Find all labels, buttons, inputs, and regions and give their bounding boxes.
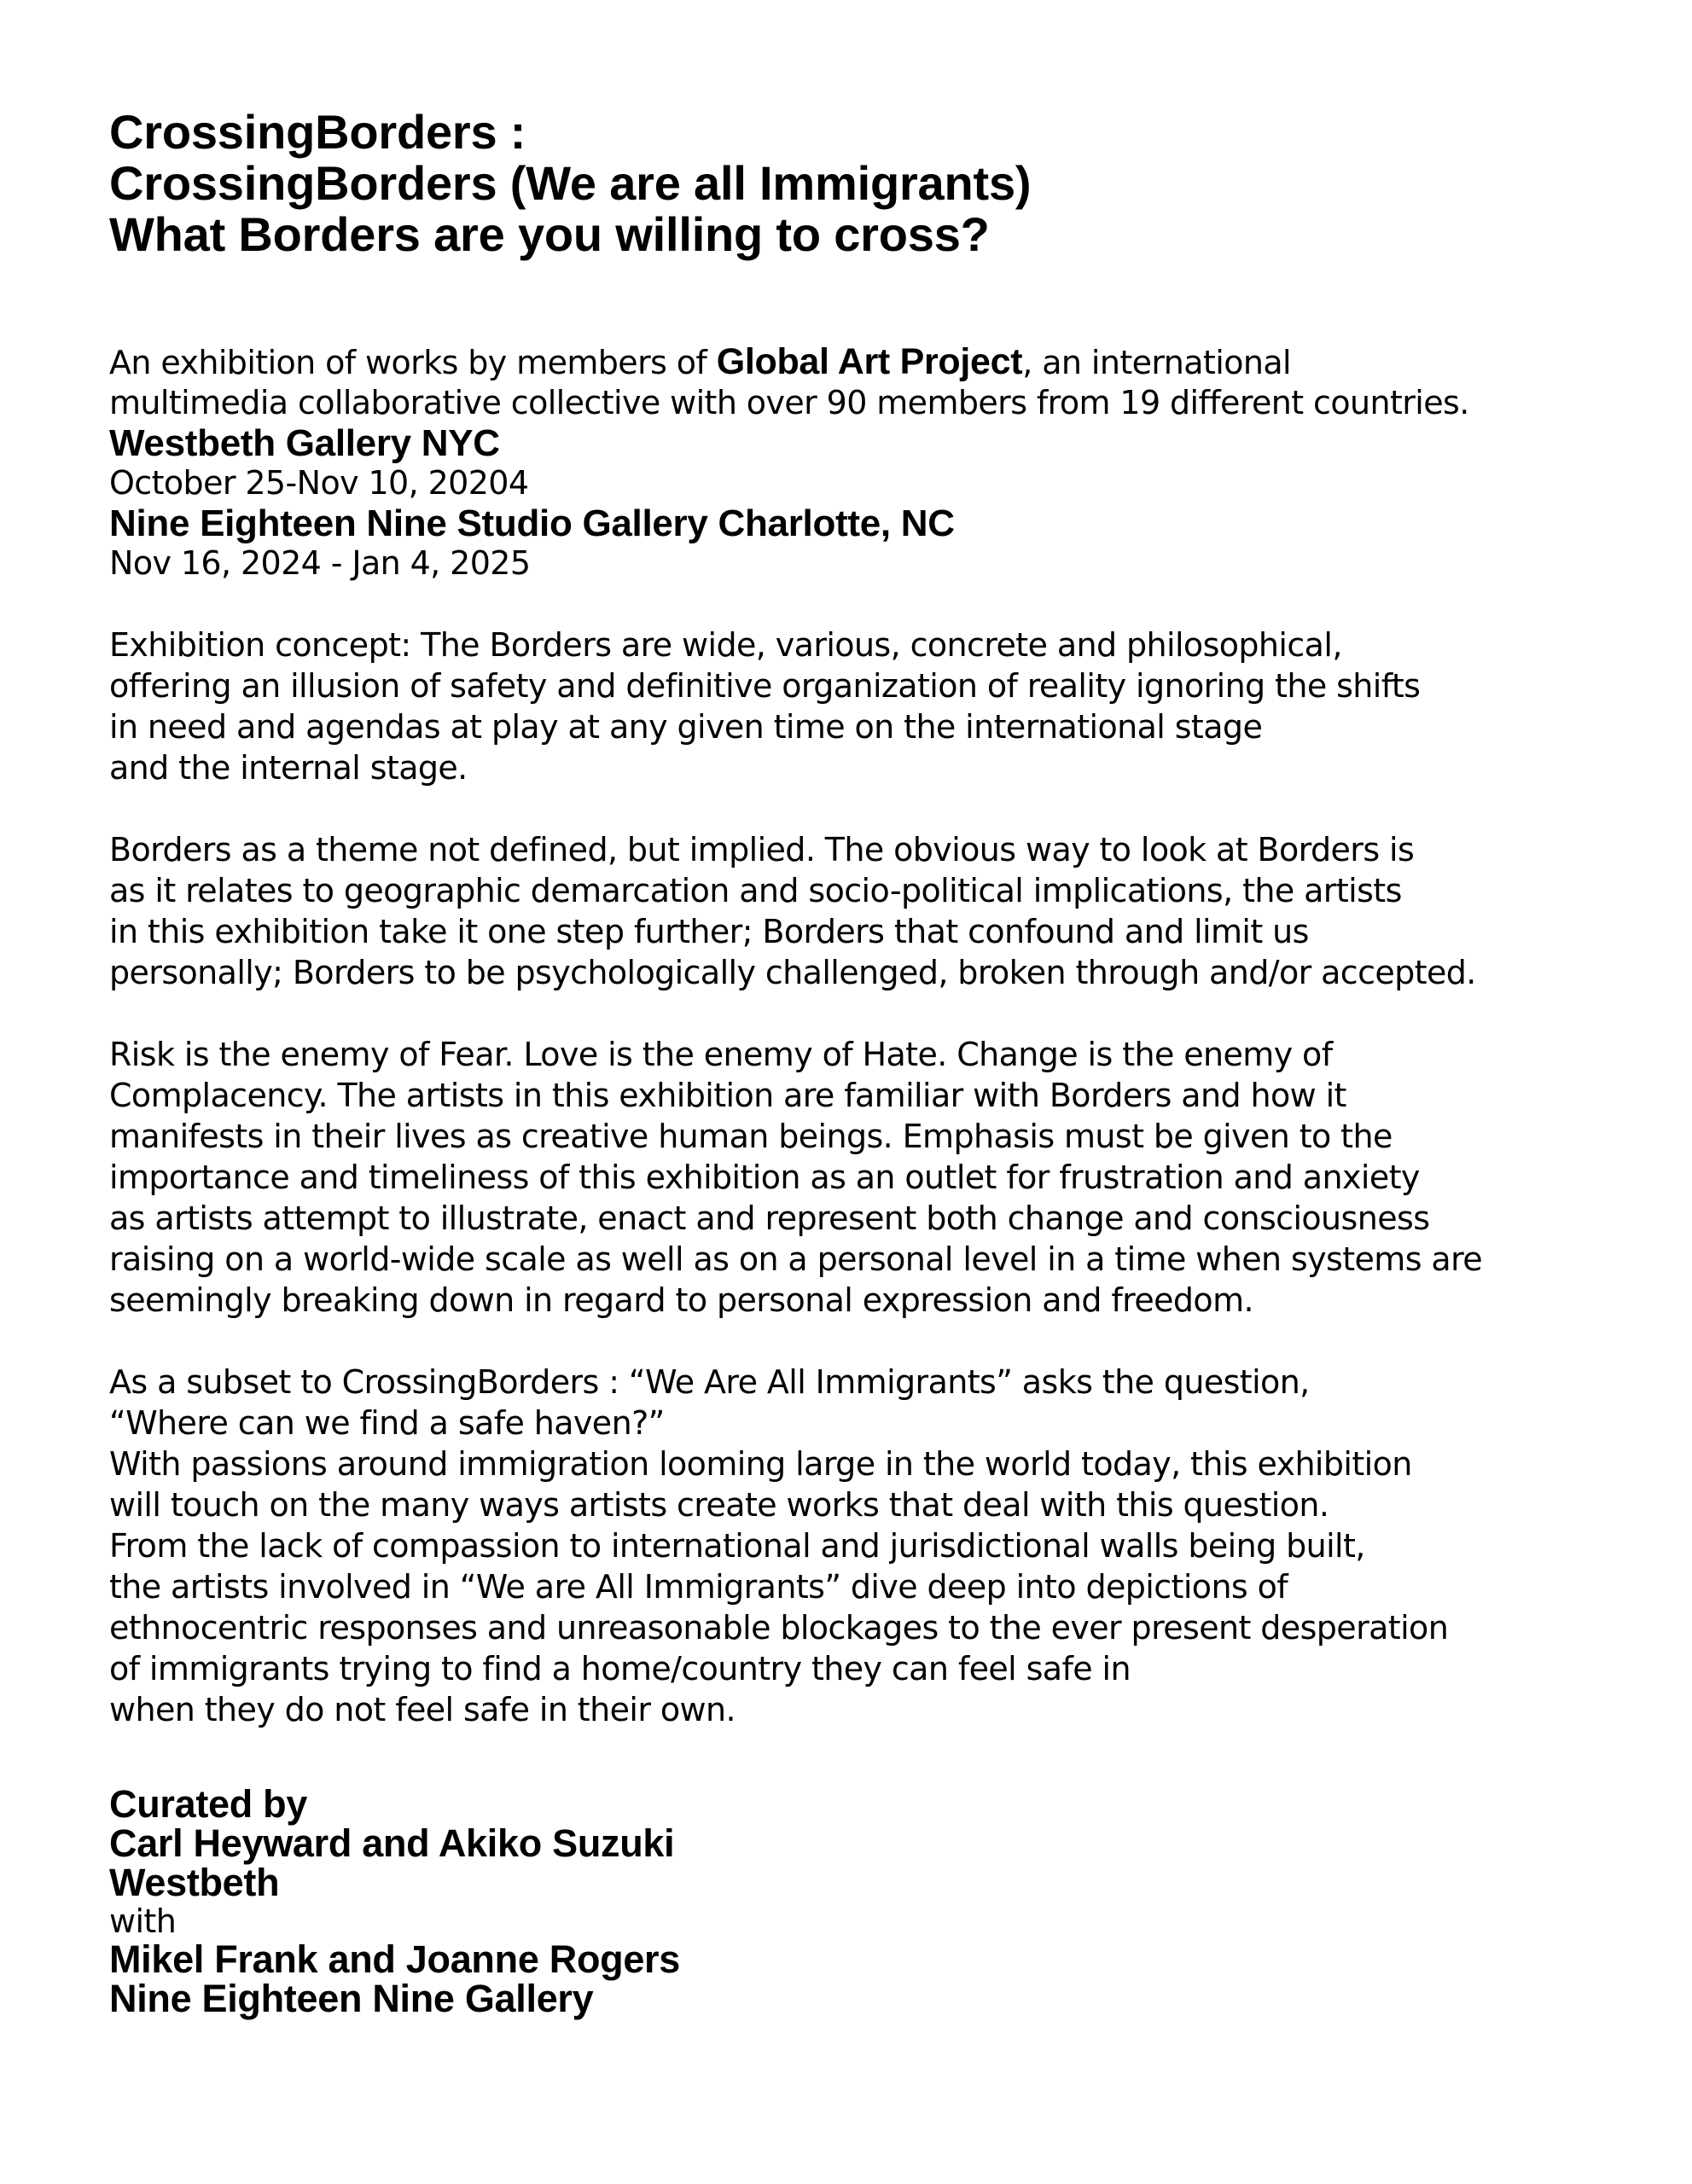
title-line-2: CrossingBorders (We are all Immigrants) [109,156,1032,210]
document-page [109,107,1628,2018]
paragraph-line: seemingly breaking down in regard to personal expression and freedom. [109,1281,1253,1319]
curator-venue-1: Westbeth [109,1861,280,1904]
credits-block [109,1782,1628,2020]
title-line-3: What Borders are you willing to cross? [109,207,990,261]
intro-line-1 [109,342,1628,383]
paragraph-line: ethnocentric responses and unreasonable blockages to the ever present desperation [109,1609,1449,1647]
paragraph-line: From the lack of compassion to international and jurisdictional walls being built, [109,1527,1365,1565]
venue-dates: Nov 16, 2024 - Jan 4, 2025 [109,544,531,582]
page-title [109,107,1628,260]
curated-by-label: Curated by [109,1782,308,1826]
paragraph-line: raising on a world-wide scale as well as on a personal level in a time when systems are [109,1240,1483,1278]
with-label: with [109,1902,177,1940]
paragraph-line: manifests in their lives as creative human beings. Emphasis must be given to the [109,1118,1393,1155]
venue-name: Nine Eighteen Nine Studio Gallery Charlotte, NC [109,502,955,544]
paragraph-line: offering an illusion of safety and definitive organization of reality ignoring the shifts [109,667,1421,705]
title-line-1: CrossingBorders : [109,105,526,159]
paragraph-line: will touch on the many ways artists create works that deal with this question. [109,1486,1329,1524]
venue-dates: October 25-Nov 10, 20204 [109,464,529,502]
collective-name: Global Art Project [716,341,1023,382]
paragraph-line: as artists attempt to illustrate, enact and represent both change and consciousness [109,1199,1430,1237]
paragraph-line: when they do not feel safe in their own. [109,1691,736,1728]
intro-block [109,342,1628,584]
paragraph-line: With passions around immigration looming large in the world today, this exhibition [109,1445,1412,1483]
paragraph-line: and the internal stage. [109,749,468,787]
risk-paragraph [109,1034,1628,1321]
intro-lead-text: An exhibition of works by members of [109,344,717,381]
paragraph-line: as it relates to geographic demarcation and socio-political implications, the artists [109,872,1402,909]
paragraph-line: As a subset to CrossingBorders : “We Are All Immigrants” asks the question, [109,1363,1310,1401]
paragraph-line: importance and timeliness of this exhibition as an outlet for frustration and anxiety [109,1159,1420,1196]
paragraph-line: Risk is the enemy of Fear. Love is the enemy of Hate. Change is the enemy of [109,1036,1333,1073]
paragraph-line: Complacency. The artists in this exhibition are familiar with Borders and how it [109,1077,1346,1114]
paragraph-line: “Where can we find a safe haven?” [109,1404,665,1442]
borders-paragraph [109,829,1628,993]
intro-tail-text: , an international [1022,344,1291,381]
curator-names-2: Mikel Frank and Joanne Rogers [109,1937,680,1981]
curator-names-1: Carl Heyward and Akiko Suzuki [109,1821,675,1865]
curator-venue-2: Nine Eighteen Nine Gallery [109,1977,594,2020]
paragraph-line: of immigrants trying to find a home/country they can feel safe in [109,1650,1131,1687]
paragraph-line: Exhibition concept: The Borders are wide, various, concrete and philosophical, [109,626,1342,664]
paragraph-line: personally; Borders to be psychologically challenged, broken through and/or accepted. [109,954,1476,991]
venue-name: Westbeth Gallery NYC [109,422,500,464]
paragraph-line: in this exhibition take it one step further; Borders that confound and limit us [109,913,1309,950]
subset-paragraph [109,1362,1628,1730]
paragraph-line: in need and agendas at play at any given time on the international stage [109,708,1263,746]
intro-line-2: multimedia collaborative collective with over 90 members from 19 different countries. [109,384,1469,421]
concept-paragraph [109,624,1628,788]
paragraph-line: Borders as a theme not defined, but implied. The obvious way to look at Borders is [109,831,1415,868]
paragraph-line: the artists involved in “We are All Immigrants” dive deep into depictions of [109,1568,1288,1606]
